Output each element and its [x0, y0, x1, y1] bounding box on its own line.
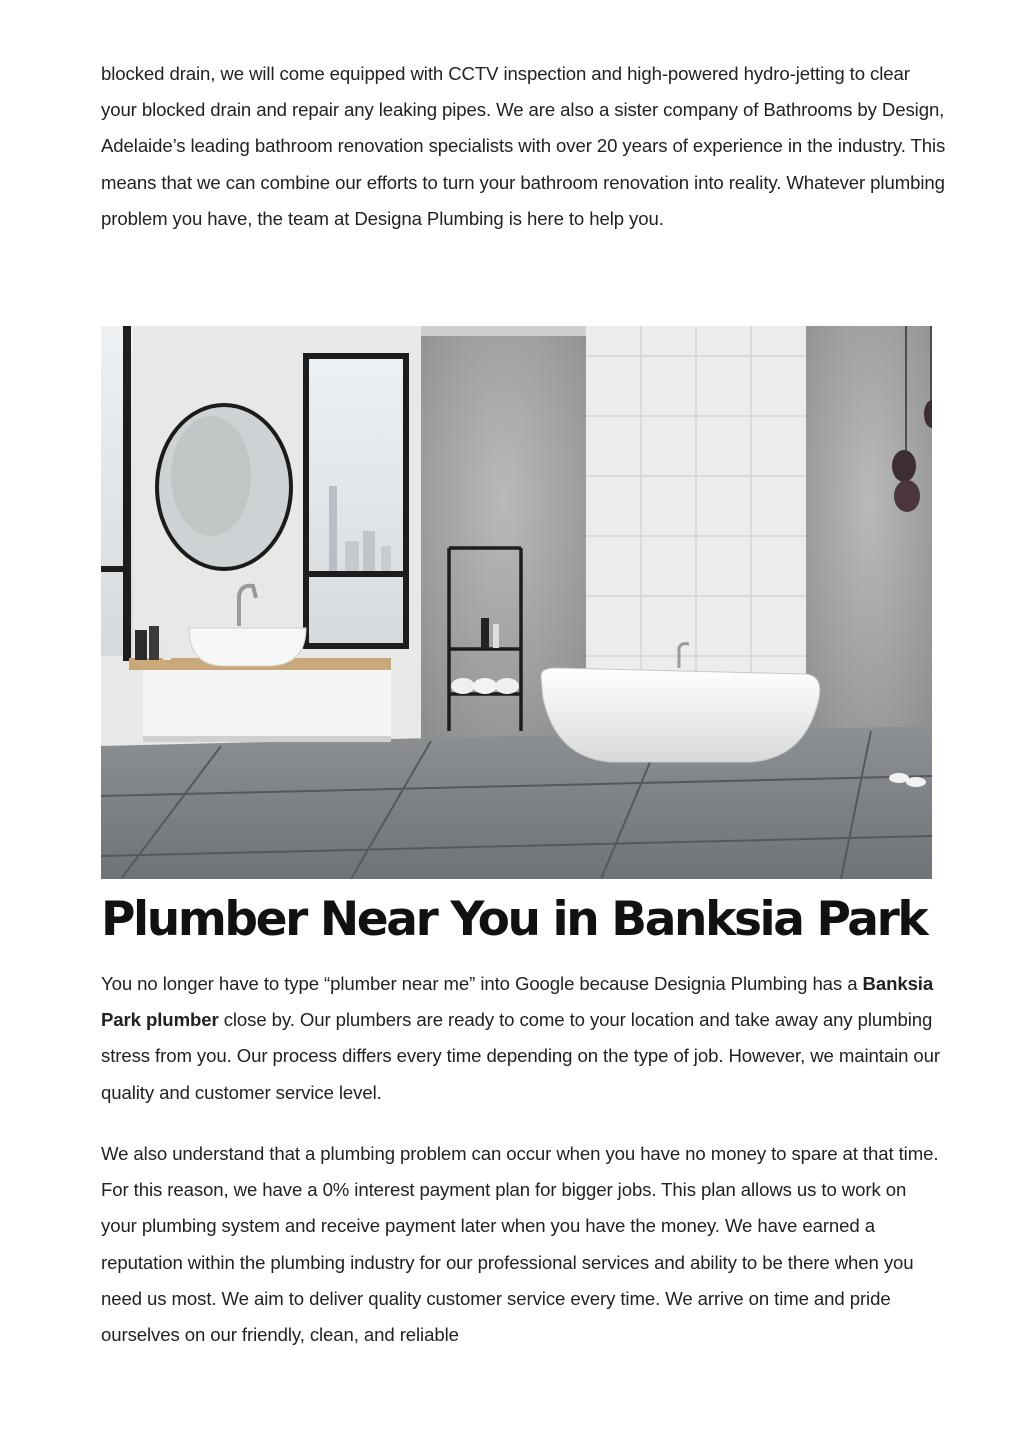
- section-paragraph-1: [101, 966, 947, 1111]
- intro-paragraph: blocked drain, we will come equipped with CCTV inspection and high-powered hydro-jetting to clear your blocked drain and repair any leaking pipes. We are also a sister company of Bathrooms by Design, Adelaide’s leading bathroom renovation specialists with over 20 years of experience in the industry. This means that we can combine our efforts to turn your bathroom renovation into reality. Whatever plumbing problem you have, the team at Designa Plumbing is here to help you.: [101, 63, 946, 229]
- section-paragraph-2: We also understand that a plumbing problem can occur when you have no money to spare at that time. For this reason, we have a 0% interest payment plan for bigger jobs. This plan allows us to work on your plumbing system and receive payment later when you have the money. We have earned a reputation within the plumbing industry for our professional services and ability to be there when you need us most. We aim to deliver quality customer service every time. We arrive on time and pride ourselves on our friendly, clean, and reliable: [101, 1143, 939, 1346]
- paragraph-text: close by. Our plumbers are ready to come to your location and take away any plumbing stress from you. Our process differs every time depending on the type of job. However, we maintain our quality and customer service level.: [101, 1009, 940, 1103]
- paragraph-text: You no longer have to type “plumber near me” into Google because Designia Plumbing has a: [101, 973, 863, 994]
- bathroom-photo: [101, 326, 932, 879]
- section-heading: Plumber Near You in Banksia Park: [101, 892, 927, 947]
- bold-keyword: Banksia Park plumber: [101, 973, 934, 1031]
